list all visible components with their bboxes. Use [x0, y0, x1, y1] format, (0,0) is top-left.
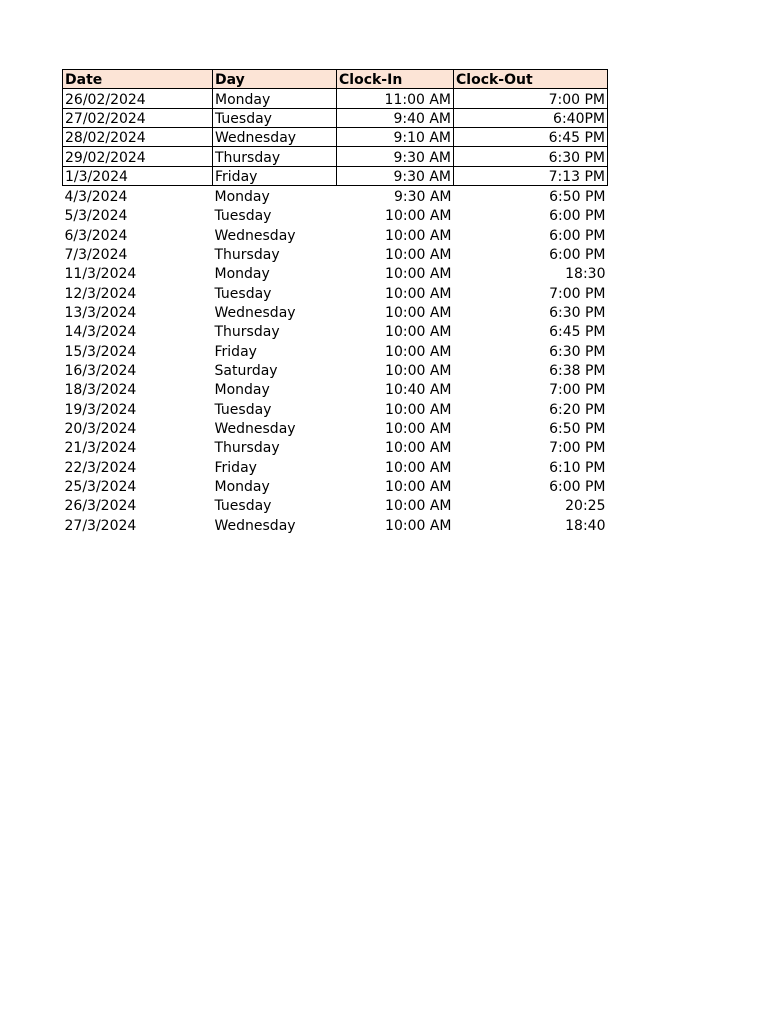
date-cell: 4/3/2024: [64, 188, 128, 205]
day-cell: Tuesday: [214, 208, 272, 225]
date-cell: 27/3/2024: [64, 517, 137, 534]
date-cell: 11/3/2024: [64, 266, 137, 283]
date-cell: 29/02/2024: [63, 147, 213, 166]
clock-out-cell: 6:40PM: [454, 108, 608, 127]
table-row: [63, 456, 608, 475]
day-cell: Monday: [214, 382, 270, 399]
clock-out-cell: 6:00 PM: [549, 479, 606, 496]
clock-out-cell: 6:30 PM: [454, 147, 608, 166]
date-cell: 27/02/2024: [63, 108, 213, 127]
day-cell: Monday: [214, 266, 270, 283]
clock-out-cell: 6:20 PM: [549, 401, 606, 418]
date-cell: 6/3/2024: [64, 227, 128, 244]
table-row: [63, 205, 608, 224]
clock-in-cell: 10:00 AM: [385, 440, 452, 457]
table-row: [63, 244, 608, 263]
table-row: [63, 379, 608, 398]
day-cell: Tuesday: [214, 498, 272, 515]
date-cell: 22/3/2024: [64, 459, 137, 476]
date-cell: 15/3/2024: [64, 343, 137, 360]
date-cell: 28/02/2024: [63, 128, 213, 147]
clock-in-cell: 10:00 AM: [385, 246, 452, 263]
clock-out-cell: 7:00 PM: [549, 440, 606, 457]
date-cell: 14/3/2024: [64, 324, 137, 341]
table-row: [63, 321, 608, 340]
table-row: [63, 224, 608, 243]
clock-out-cell: 6:30 PM: [549, 304, 606, 321]
clock-out-cell: 6:10 PM: [549, 459, 606, 476]
clock-in-cell: 10:00 AM: [385, 421, 452, 438]
clock-in-cell: 11:00 AM: [337, 89, 454, 108]
day-cell: Thursday: [213, 147, 337, 166]
date-cell: 18/3/2024: [64, 382, 137, 399]
day-cell: Wednesday: [214, 421, 296, 438]
clock-out-cell: 18:40: [565, 517, 606, 534]
day-cell: Monday: [214, 479, 270, 496]
day-cell: Friday: [213, 166, 337, 185]
clock-in-cell: 10:00 AM: [385, 363, 452, 379]
day-cell: Wednesday: [213, 128, 337, 147]
clock-out-cell: 6:00 PM: [549, 246, 606, 263]
clock-in-cell: 10:00 AM: [385, 479, 452, 496]
clock-out-cell: 6:00 PM: [549, 208, 606, 225]
date-cell: 20/3/2024: [64, 421, 137, 438]
clock-out-cell: 6:38 PM: [549, 363, 606, 379]
clock-in-cell: 10:00 AM: [385, 285, 452, 302]
table-row: [63, 89, 608, 108]
clock-in-cell: 10:00 AM: [385, 227, 452, 244]
day-cell: Monday: [214, 188, 270, 205]
clock-out-cell: 6:00 PM: [549, 227, 606, 244]
clock-in-cell: 10:00 AM: [385, 401, 452, 418]
clock-in-cell: 10:00 AM: [385, 208, 452, 225]
clock-in-cell: 10:40 AM: [385, 382, 452, 399]
day-cell: Tuesday: [213, 108, 337, 127]
clock-out-cell: 7:00 PM: [549, 285, 606, 302]
date-cell: 12/3/2024: [64, 285, 137, 302]
clock-in-cell: 10:00 AM: [385, 343, 452, 360]
clock-in-cell: 9:30 AM: [337, 166, 454, 185]
clock-in-cell: 9:40 AM: [337, 108, 454, 127]
clock-in-cell: 10:00 AM: [385, 517, 452, 534]
table-row: [63, 476, 608, 495]
table-row: [63, 282, 608, 301]
table-row: [63, 302, 608, 321]
clock-out-cell: 7:00 PM: [454, 89, 608, 108]
clock-in-cell: 10:00 AM: [385, 324, 452, 341]
clock-out-cell: 7:00 PM: [549, 382, 606, 399]
header-date: Date: [63, 70, 213, 89]
date-cell: 5/3/2024: [64, 208, 128, 225]
day-cell: Tuesday: [214, 401, 272, 418]
header-row: [63, 70, 608, 89]
timesheet-table: [62, 69, 608, 534]
day-cell: Thursday: [214, 440, 280, 457]
table-row: [63, 263, 608, 282]
day-cell: Friday: [214, 343, 257, 360]
table-row: [63, 360, 608, 379]
clock-out-cell: 6:45 PM: [549, 324, 606, 341]
day-cell: Thursday: [214, 324, 280, 341]
table-row: [63, 108, 608, 127]
clock-in-cell: 9:10 AM: [337, 128, 454, 147]
date-cell: 25/3/2024: [64, 479, 137, 496]
table-row: [63, 166, 608, 185]
date-cell: 21/3/2024: [64, 440, 137, 457]
clock-out-cell: 18:30: [565, 266, 606, 283]
table-row: [63, 514, 608, 533]
table-row: [63, 340, 608, 359]
clock-out-cell: 6:30 PM: [549, 343, 606, 360]
date-cell: 13/3/2024: [64, 304, 137, 321]
clock-in-cell: 9:30 AM: [393, 188, 452, 205]
clock-in-cell: 10:00 AM: [385, 498, 452, 515]
day-cell: Tuesday: [214, 285, 272, 302]
clock-out-cell: 6:50 PM: [549, 188, 606, 205]
day-cell: Wednesday: [214, 517, 296, 534]
clock-in-cell: 10:00 AM: [385, 304, 452, 321]
day-cell: Monday: [213, 89, 337, 108]
day-cell: Friday: [214, 459, 257, 476]
table-row: [63, 147, 608, 166]
day-cell: Saturday: [214, 363, 278, 379]
clock-in-cell: 10:00 AM: [385, 459, 452, 476]
header-clock-out: Clock-Out: [454, 70, 608, 89]
date-cell: 7/3/2024: [64, 246, 128, 263]
table-row: [63, 437, 608, 456]
date-cell: 16/3/2024: [64, 363, 137, 379]
table-row: [63, 128, 608, 147]
clock-out-cell: 6:50 PM: [549, 421, 606, 438]
table-row: [63, 495, 608, 514]
header-day: Day: [213, 70, 337, 89]
date-cell: 26/3/2024: [64, 498, 137, 515]
date-cell: 19/3/2024: [64, 401, 137, 418]
day-cell: Wednesday: [214, 227, 296, 244]
table-body: [63, 89, 608, 534]
date-cell: 1/3/2024: [63, 166, 213, 185]
clock-in-cell: 10:00 AM: [385, 266, 452, 283]
day-cell: Thursday: [214, 246, 280, 263]
clock-out-cell: 7:13 PM: [454, 166, 608, 185]
clock-in-cell: 9:30 AM: [337, 147, 454, 166]
table-row: [63, 418, 608, 437]
day-cell: Wednesday: [214, 304, 296, 321]
header-clock-in: Clock-In: [337, 70, 454, 89]
clock-out-cell: 6:45 PM: [454, 128, 608, 147]
table-row: [63, 398, 608, 417]
table-row: [63, 186, 608, 205]
date-cell: 26/02/2024: [63, 89, 213, 108]
clock-out-cell: 20:25: [565, 498, 606, 515]
